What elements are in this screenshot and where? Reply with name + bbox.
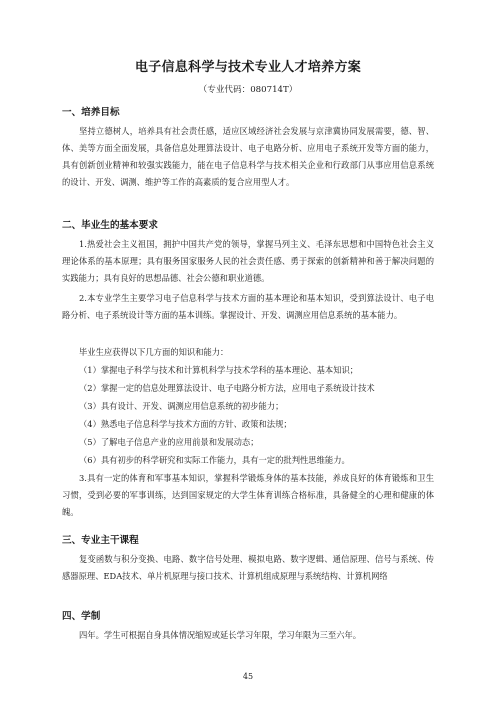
- section-heading-training-goals: 一、培养目标: [62, 107, 120, 118]
- section-heading-duration: 四、学制: [62, 611, 101, 622]
- training-goals-paragraph: 坚持立德树人，培养具有社会责任感，适应区域经济社会发展与京津冀协同发展需要，德、智、体、美等方面全面发展，具备信息处理算法设计、电子电路分析、应用电子系统开发等方面的能力，具有创新创业精神和较强实践能力，能在电子信息科学与技术相关企业和行政部门从事应用信息系统的设计、开发、调测、维护等工作的高素质的复合应用型人才。: [62, 126, 434, 187]
- knowledge-item: （3）具有设计、开发、调测应用信息系统的初步能力；: [79, 401, 284, 411]
- knowledge-item: （5）了解电子信息产业的应用前景和发展动态；: [79, 437, 259, 447]
- knowledge-item: （4）熟悉电子信息科学与技术方面的方针、政策和法规；: [79, 419, 292, 429]
- knowledge-item: （1）掌握电子科学与技术和计算机科学与技术学科的基本理论、基本知识；: [79, 365, 359, 375]
- knowledge-lead-line: 毕业生应获得以下几方面的知识和能力：: [79, 347, 229, 357]
- requirement-paragraph-2: 2.本专业学生主要学习电子信息科学与技术方面的基本理论和基本知识，受到算法设计、电子电路分析、电子系统设计等方面的基本训练。掌握设计、开发、调测应用信息系统的基本能力。: [62, 293, 434, 320]
- requirement-paragraph-3: 3.具有一定的体育和军事基本知识，掌握科学锻炼身体的基本技能，养成良好的体育锻炼和卫生习惯，受到必要的军事训练，达到国家规定的大学生体育训练合格标准，具备健全的心理和健康的体魄。: [62, 473, 434, 517]
- section-heading-graduate-requirements: 二、毕业生的基本要求: [62, 220, 158, 231]
- core-courses-paragraph: 复变函数与积分变换、电路、数字信号处理、模拟电路、数字逻辑、通信原理、信号与系统、传感器原理、EDA技术、单片机原理与接口技术、计算机组成原理与系统结构、计算机网络: [62, 554, 434, 581]
- document-title: 电子信息科学与技术专业人才培养方案: [134, 60, 362, 75]
- duration-paragraph: 四年。学生可根据自身具体情况缩短或延长学习年限，学习年限为三至六年。: [79, 630, 362, 640]
- knowledge-item: （2）掌握一定的信息处理算法设计、电子电路分析方法，应用电子系统设计技术: [79, 383, 375, 393]
- section-heading-core-courses: 三、专业主干课程: [62, 535, 139, 546]
- page-number: 45: [242, 672, 254, 681]
- requirement-paragraph-1: 1.热爱社会主义祖国，拥护中国共产党的领导，掌握马列主义、毛泽东思想和中国特色社会主义理论体系的基本原理；具有服务国家服务人民的社会责任感、勇于探索的创新精神和善于解决问题的实践能力；具有良好的思想品德、社会公德和职业道德。: [62, 239, 434, 283]
- knowledge-item: （6）具有初步的科学研究和实际工作能力，具有一定的批判性思维能力。: [79, 455, 350, 465]
- program-code: （专业代码：080714T）: [198, 85, 298, 95]
